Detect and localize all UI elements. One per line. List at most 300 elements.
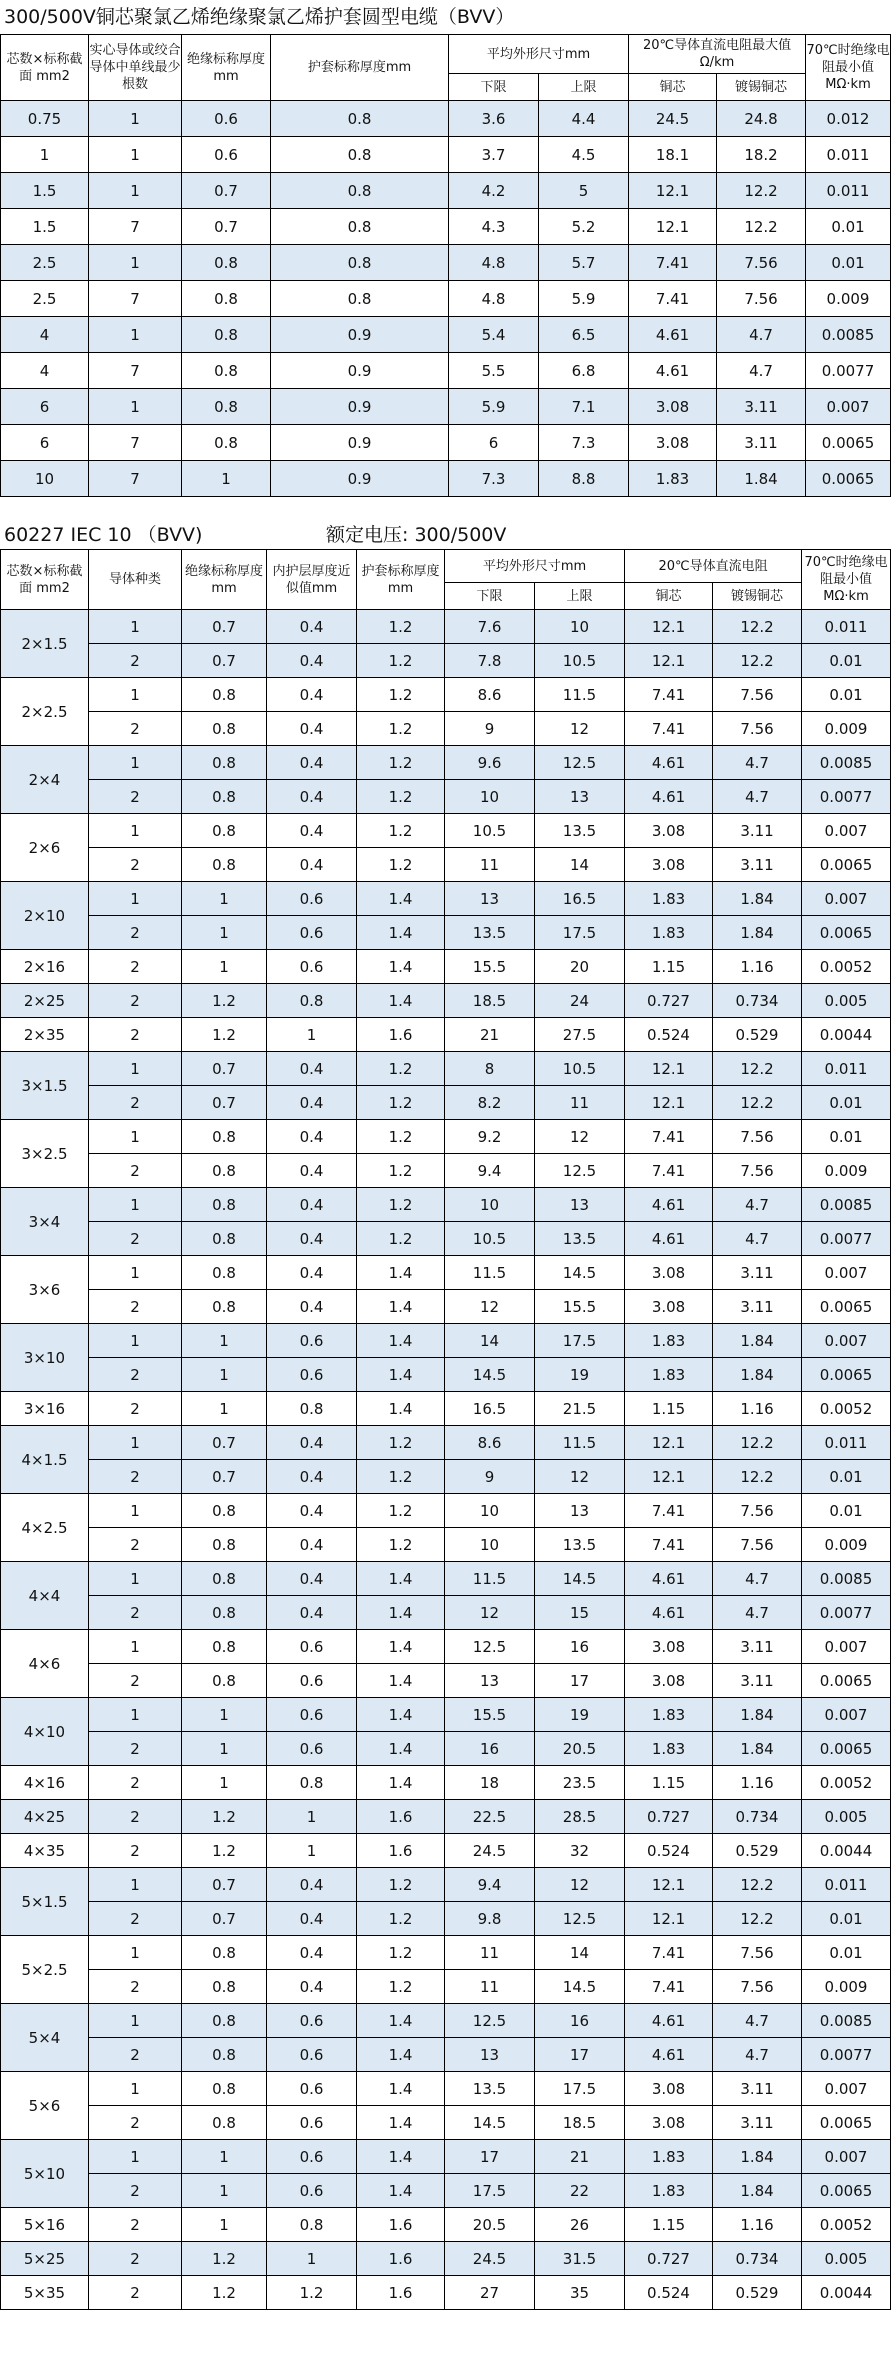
cell-conductor-type: 2 [89,1154,182,1188]
cell-copper-resistance: 1.83 [629,461,717,497]
cell-tinned-resistance: 7.56 [713,1936,802,1970]
table-row [1,245,891,281]
cell-inner-sheath: 0.4 [267,1154,357,1188]
cell-inner-sheath: 0.6 [267,2106,357,2140]
cell-sheath: 1.2 [357,678,445,712]
cell-conductor-type: 1 [89,2072,182,2106]
cell-inner-sheath: 0.6 [267,2072,357,2106]
cell-upper: 5 [539,173,629,209]
cell-conductor-type: 1 [89,678,182,712]
cell-insulation-resistance: 0.0085 [802,746,891,780]
cell-insulation: 0.8 [182,2072,267,2106]
cell-insulation: 1.2 [182,2276,267,2310]
cell-insulation: 1 [182,1324,267,1358]
cell-conductor-type: 1 [89,1698,182,1732]
cell-tinned-resistance: 12.2 [713,644,802,678]
cell-lower: 15.5 [445,1698,535,1732]
cell-inner-sheath: 0.4 [267,1596,357,1630]
cell-insulation: 1 [182,1732,267,1766]
cell-tinned-resistance: 0.529 [713,2276,802,2310]
cell-copper-resistance: 12.1 [625,1426,713,1460]
cell-lower: 11.5 [445,1562,535,1596]
cell-upper: 10.5 [535,644,625,678]
cell-sheath: 1.4 [357,1732,445,1766]
header-insulation-thickness: 绝缘标称厚度mm [182,35,271,101]
cell-upper: 17 [535,1664,625,1698]
cell-inner-sheath: 0.6 [267,1358,357,1392]
cell-insulation: 1 [182,1392,267,1426]
cell-sheath: 1.4 [357,2038,445,2072]
cell-insulation: 1 [182,882,267,916]
cell-insulation: 0.8 [182,780,267,814]
table-row [1,814,891,848]
cell-upper: 35 [535,2276,625,2310]
cell-insulation: 0.8 [182,1528,267,1562]
cell-upper: 5.2 [539,209,629,245]
cell-conductor-type: 2 [89,1732,182,1766]
cell-lower: 10 [445,1494,535,1528]
cell-copper-resistance: 12.1 [625,1460,713,1494]
table-row [1,1018,891,1052]
cell-copper-resistance: 3.08 [625,2072,713,2106]
cell-insulation: 0.8 [182,281,271,317]
cell-insulation: 0.8 [182,389,271,425]
cell-insulation-resistance: 0.011 [802,1052,891,1086]
cell-inner-sheath: 0.4 [267,1426,357,1460]
cell-inner-sheath: 0.4 [267,1086,357,1120]
cell-copper-resistance: 3.08 [625,1664,713,1698]
cell-core-section: 2×1.5 [1,610,89,678]
cell-inner-sheath: 0.4 [267,1970,357,2004]
cell-upper: 31.5 [535,2242,625,2276]
table-row [1,1426,891,1460]
cell-upper: 12 [535,1868,625,1902]
cell-core-section: 5×4 [1,2004,89,2072]
cell-inner-sheath: 0.4 [267,1290,357,1324]
cell-tinned-resistance: 7.56 [713,712,802,746]
table-row [1,1732,891,1766]
cell-upper: 16 [535,1630,625,1664]
cell-tinned-resistance: 3.11 [713,848,802,882]
cell-insulation-resistance: 0.0065 [806,425,891,461]
cell-insulation: 0.8 [182,1120,267,1154]
cell-sheath: 1.2 [357,1052,445,1086]
cell-upper: 7.1 [539,389,629,425]
cell-lower: 27 [445,2276,535,2310]
cell-conductor-type: 1 [89,1324,182,1358]
cell-conductor-type: 1 [89,1426,182,1460]
cell-insulation-resistance: 0.0065 [802,2106,891,2140]
cell-inner-sheath: 0.6 [267,2038,357,2072]
cell-inner-sheath: 1 [267,1800,357,1834]
cell-inner-sheath: 0.4 [267,1494,357,1528]
table-row [1,209,891,245]
cell-tinned-resistance: 7.56 [713,1494,802,1528]
cell-insulation: 0.6 [182,101,271,137]
cell-conductor-type: 2 [89,1290,182,1324]
cell-upper: 16.5 [535,882,625,916]
cell-tinned-resistance: 18.2 [717,137,806,173]
cell-insulation-resistance: 0.011 [806,173,891,209]
cell-tinned-resistance: 1.84 [713,2174,802,2208]
cell-tinned-resistance: 1.84 [713,2140,802,2174]
cell-copper-resistance: 4.61 [629,353,717,389]
cell-insulation: 1 [182,1766,267,1800]
cell-min-strands: 1 [89,137,182,173]
cell-inner-sheath: 0.4 [267,1868,357,1902]
cell-copper-resistance: 18.1 [629,137,717,173]
cell-copper-resistance: 0.727 [625,2242,713,2276]
cell-insulation: 1 [182,461,271,497]
cell-conductor-type: 1 [89,1256,182,1290]
cell-insulation: 0.7 [182,1052,267,1086]
table-row [1,1086,891,1120]
cell-insulation-resistance: 0.01 [802,1902,891,1936]
cell-core-section: 4×10 [1,1698,89,1766]
cell-insulation: 0.7 [182,1460,267,1494]
table-row [1,461,891,497]
cell-sheath: 1.4 [357,916,445,950]
cell-lower: 9 [445,1460,535,1494]
cell-min-strands: 7 [89,461,182,497]
table-row [1,1494,891,1528]
cell-lower: 7.8 [445,644,535,678]
cell-inner-sheath: 0.8 [267,2208,357,2242]
cell-tinned-resistance: 0.734 [713,984,802,1018]
cell-inner-sheath: 0.6 [267,1698,357,1732]
cell-insulation-resistance: 0.0085 [802,1188,891,1222]
cell-conductor-type: 2 [89,2276,182,2310]
cell-insulation-resistance: 0.0044 [802,2276,891,2310]
cell-copper-resistance: 1.83 [625,1324,713,1358]
cell-insulation: 1.2 [182,1800,267,1834]
cell-core-section: 1 [1,137,89,173]
cell-insulation-resistance: 0.0052 [802,950,891,984]
cell-core-section: 2×35 [1,1018,89,1052]
cell-sheath: 1.2 [357,780,445,814]
cell-copper-resistance: 7.41 [625,678,713,712]
table-row [1,1766,891,1800]
cell-insulation-resistance: 0.0077 [802,2038,891,2072]
cell-sheath: 1.4 [357,1766,445,1800]
cell-core-section: 0.75 [1,101,89,137]
cell-insulation: 0.7 [182,1426,267,1460]
cell-tinned-resistance: 4.7 [713,2004,802,2038]
cell-tinned-resistance: 1.84 [713,882,802,916]
cell-insulation: 0.7 [182,644,267,678]
cell-tinned-resistance: 12.2 [713,1086,802,1120]
cell-insulation-resistance: 0.007 [802,2140,891,2174]
header-lower-limit: 下限 [445,583,535,610]
cell-insulation: 0.7 [182,610,267,644]
table-row [1,1528,891,1562]
cell-tinned-resistance: 1.84 [713,1732,802,1766]
cell-inner-sheath: 0.4 [267,1222,357,1256]
cell-sheath: 1.2 [357,1528,445,1562]
table2-body [1,610,891,2310]
cell-upper: 18.5 [535,2106,625,2140]
cell-lower: 9.4 [445,1154,535,1188]
cell-inner-sheath: 0.4 [267,1562,357,1596]
cell-tinned-resistance: 12.2 [717,173,806,209]
cell-conductor-type: 2 [89,712,182,746]
cell-inner-sheath: 0.4 [267,746,357,780]
cell-copper-resistance: 12.1 [625,1868,713,1902]
cell-lower: 11.5 [445,1256,535,1290]
cell-conductor-type: 2 [89,2174,182,2208]
cell-insulation: 0.8 [182,1154,267,1188]
cell-insulation-resistance: 0.01 [802,1086,891,1120]
table-row [1,281,891,317]
cell-sheath: 1.2 [357,1086,445,1120]
cell-insulation: 0.8 [182,678,267,712]
cell-insulation: 1 [182,1698,267,1732]
cell-copper-resistance: 7.41 [625,1120,713,1154]
cell-core-section: 4×2.5 [1,1494,89,1562]
cell-lower: 9.4 [445,1868,535,1902]
cell-insulation-resistance: 0.0085 [802,2004,891,2038]
cell-copper-resistance: 7.41 [629,281,717,317]
cell-core-section: 4×4 [1,1562,89,1630]
table-row [1,644,891,678]
cell-sheath: 1.4 [357,1324,445,1358]
cell-insulation: 1 [182,950,267,984]
cell-insulation: 1.2 [182,2242,267,2276]
cell-insulation: 0.8 [182,2004,267,2038]
cell-sheath: 0.8 [271,173,449,209]
cell-insulation: 0.8 [182,1630,267,1664]
cell-lower: 17 [445,2140,535,2174]
cell-upper: 5.7 [539,245,629,281]
cell-insulation: 0.8 [182,353,271,389]
table-row [1,1154,891,1188]
cell-copper-resistance: 12.1 [625,644,713,678]
cell-insulation-resistance: 0.007 [802,1698,891,1732]
cell-lower: 7.3 [449,461,539,497]
table-row [1,780,891,814]
cell-conductor-type: 2 [89,1970,182,2004]
cell-upper: 13 [535,780,625,814]
table-row [1,1902,891,1936]
table-row [1,1868,891,1902]
cell-sheath: 1.4 [357,2140,445,2174]
header-outer-dimension: 平均外形尺寸mm [449,35,629,74]
cell-tinned-resistance: 4.7 [713,780,802,814]
table-row [1,425,891,461]
cell-conductor-type: 2 [89,1902,182,1936]
cell-tinned-resistance: 7.56 [713,1154,802,1188]
cell-insulation: 1 [182,2140,267,2174]
cell-copper-resistance: 3.08 [625,2106,713,2140]
cell-insulation-resistance: 0.0065 [802,2174,891,2208]
cell-insulation: 0.7 [182,1086,267,1120]
cell-core-section: 5×35 [1,2276,89,2310]
cell-copper-resistance: 12.1 [629,173,717,209]
cell-insulation-resistance: 0.01 [802,1460,891,1494]
cell-inner-sheath: 0.4 [267,1528,357,1562]
cell-copper-resistance: 3.08 [629,425,717,461]
cell-sheath: 1.4 [357,950,445,984]
cell-insulation: 0.8 [182,1494,267,1528]
cell-core-section: 4×25 [1,1800,89,1834]
cell-core-section: 3×6 [1,1256,89,1324]
header-lower-limit: 下限 [449,74,539,101]
cell-copper-resistance: 1.15 [625,1392,713,1426]
cell-upper: 19 [535,1358,625,1392]
cell-insulation: 0.7 [182,1902,267,1936]
table-row [1,1120,891,1154]
cell-copper-resistance: 0.524 [625,1018,713,1052]
cell-conductor-type: 2 [89,2208,182,2242]
cell-lower: 22.5 [445,1800,535,1834]
cell-insulation-resistance: 0.0065 [802,1732,891,1766]
table-row [1,746,891,780]
cell-insulation-resistance: 0.01 [802,644,891,678]
cell-inner-sheath: 0.6 [267,1630,357,1664]
cell-core-section: 2.5 [1,281,89,317]
cell-lower: 10 [445,1528,535,1562]
cell-copper-resistance: 3.08 [625,1290,713,1324]
cell-sheath: 1.4 [357,1630,445,1664]
cell-inner-sheath: 0.4 [267,610,357,644]
table1-title: 300/500V铜芯聚氯乙烯绝缘聚氯乙烯护套圆型电缆（BVV） [4,6,515,28]
cell-sheath: 1.2 [357,1120,445,1154]
cell-tinned-resistance: 12.2 [717,209,806,245]
cell-copper-resistance: 12.1 [625,610,713,644]
cell-lower: 8.6 [445,678,535,712]
cell-insulation-resistance: 0.0077 [802,1222,891,1256]
cell-upper: 13.5 [535,1528,625,1562]
cell-insulation-resistance: 0.009 [802,1154,891,1188]
cell-tinned-resistance: 4.7 [717,317,806,353]
cell-copper-resistance: 0.524 [625,2276,713,2310]
cell-inner-sheath: 0.6 [267,1324,357,1358]
cell-conductor-type: 2 [89,1596,182,1630]
header-upper-limit: 上限 [535,583,625,610]
table-row [1,1052,891,1086]
cell-inner-sheath: 0.6 [267,2140,357,2174]
cell-tinned-resistance: 0.734 [713,2242,802,2276]
cell-core-section: 3×16 [1,1392,89,1426]
cell-sheath: 0.9 [271,389,449,425]
cell-tinned-resistance: 4.7 [713,1596,802,1630]
cell-copper-resistance: 7.41 [625,1970,713,2004]
cell-min-strands: 1 [89,173,182,209]
cell-lower: 11 [445,848,535,882]
table-row [1,1188,891,1222]
cell-sheath: 1.2 [357,746,445,780]
cell-sheath: 1.4 [357,1664,445,1698]
cell-insulation-resistance: 0.01 [806,245,891,281]
cell-insulation: 0.8 [182,814,267,848]
cell-lower: 15.5 [445,950,535,984]
cell-lower: 4.3 [449,209,539,245]
cell-upper: 23.5 [535,1766,625,1800]
cell-insulation: 0.8 [182,425,271,461]
cell-inner-sheath: 1.2 [267,2276,357,2310]
cell-copper-resistance: 24.5 [629,101,717,137]
cell-sheath: 0.9 [271,425,449,461]
cell-sheath: 1.4 [357,1562,445,1596]
cell-insulation-resistance: 0.0085 [802,1562,891,1596]
cell-copper-resistance: 1.15 [625,2208,713,2242]
cell-lower: 13.5 [445,2072,535,2106]
cell-upper: 21.5 [535,1392,625,1426]
cell-core-section: 2×4 [1,746,89,814]
table-row [1,2106,891,2140]
cell-sheath: 1.4 [357,1596,445,1630]
cell-tinned-resistance: 3.11 [713,2106,802,2140]
cell-conductor-type: 2 [89,1834,182,1868]
cell-tinned-resistance: 7.56 [713,1970,802,2004]
cell-insulation-resistance: 0.0052 [802,1392,891,1426]
table-row [1,950,891,984]
cell-conductor-type: 2 [89,984,182,1018]
cell-insulation: 0.7 [182,209,271,245]
cell-lower: 24.5 [445,2242,535,2276]
cell-tinned-resistance: 7.56 [713,1528,802,1562]
cell-tinned-resistance: 4.7 [713,1188,802,1222]
table-row [1,2140,891,2174]
cell-inner-sheath: 0.6 [267,1664,357,1698]
cell-copper-resistance: 4.61 [625,1562,713,1596]
cell-tinned-resistance: 3.11 [717,389,806,425]
cell-lower: 8 [445,1052,535,1086]
cell-insulation-resistance: 0.01 [802,1120,891,1154]
cell-copper-resistance: 7.41 [625,1936,713,1970]
cell-conductor-type: 2 [89,780,182,814]
cell-sheath: 1.2 [357,644,445,678]
cell-conductor-type: 2 [89,2038,182,2072]
cell-insulation-resistance: 0.007 [802,1324,891,1358]
cell-insulation: 0.8 [182,1222,267,1256]
cell-inner-sheath: 0.8 [267,1392,357,1426]
cell-insulation-resistance: 0.0065 [802,1664,891,1698]
cell-conductor-type: 1 [89,2140,182,2174]
cell-core-section: 3×1.5 [1,1052,89,1120]
table-row [1,389,891,425]
cell-upper: 14.5 [535,1256,625,1290]
cell-upper: 19 [535,1698,625,1732]
cell-insulation-resistance: 0.0065 [806,461,891,497]
bvv-round-cable-table [0,34,891,497]
cell-tinned-resistance: 12.2 [713,1052,802,1086]
cell-insulation-resistance: 0.011 [802,1426,891,1460]
cell-tinned-resistance: 1.84 [713,1324,802,1358]
table-row [1,353,891,389]
cell-inner-sheath: 0.6 [267,950,357,984]
rated-voltage: 额定电压: 300/500V [326,524,507,546]
cell-copper-resistance: 4.61 [625,1222,713,1256]
cell-sheath: 0.8 [271,281,449,317]
cell-tinned-resistance: 0.734 [713,1800,802,1834]
cell-sheath: 1.2 [357,1868,445,1902]
cell-core-section: 1.5 [1,209,89,245]
cell-sheath: 1.6 [357,1834,445,1868]
cell-lower: 8.6 [445,1426,535,1460]
cell-conductor-type: 2 [89,1392,182,1426]
table-row [1,1698,891,1732]
cell-upper: 11.5 [535,678,625,712]
cell-tinned-resistance: 12.2 [713,1426,802,1460]
cell-upper: 12.5 [535,1902,625,1936]
header-insulation-resistance: 70℃时绝缘电阻最小值MΩ·km [802,550,891,610]
cell-insulation-resistance: 0.0052 [802,1766,891,1800]
cell-lower: 12 [445,1290,535,1324]
cell-upper: 4.4 [539,101,629,137]
cell-conductor-type: 1 [89,1562,182,1596]
cell-insulation-resistance: 0.005 [802,984,891,1018]
